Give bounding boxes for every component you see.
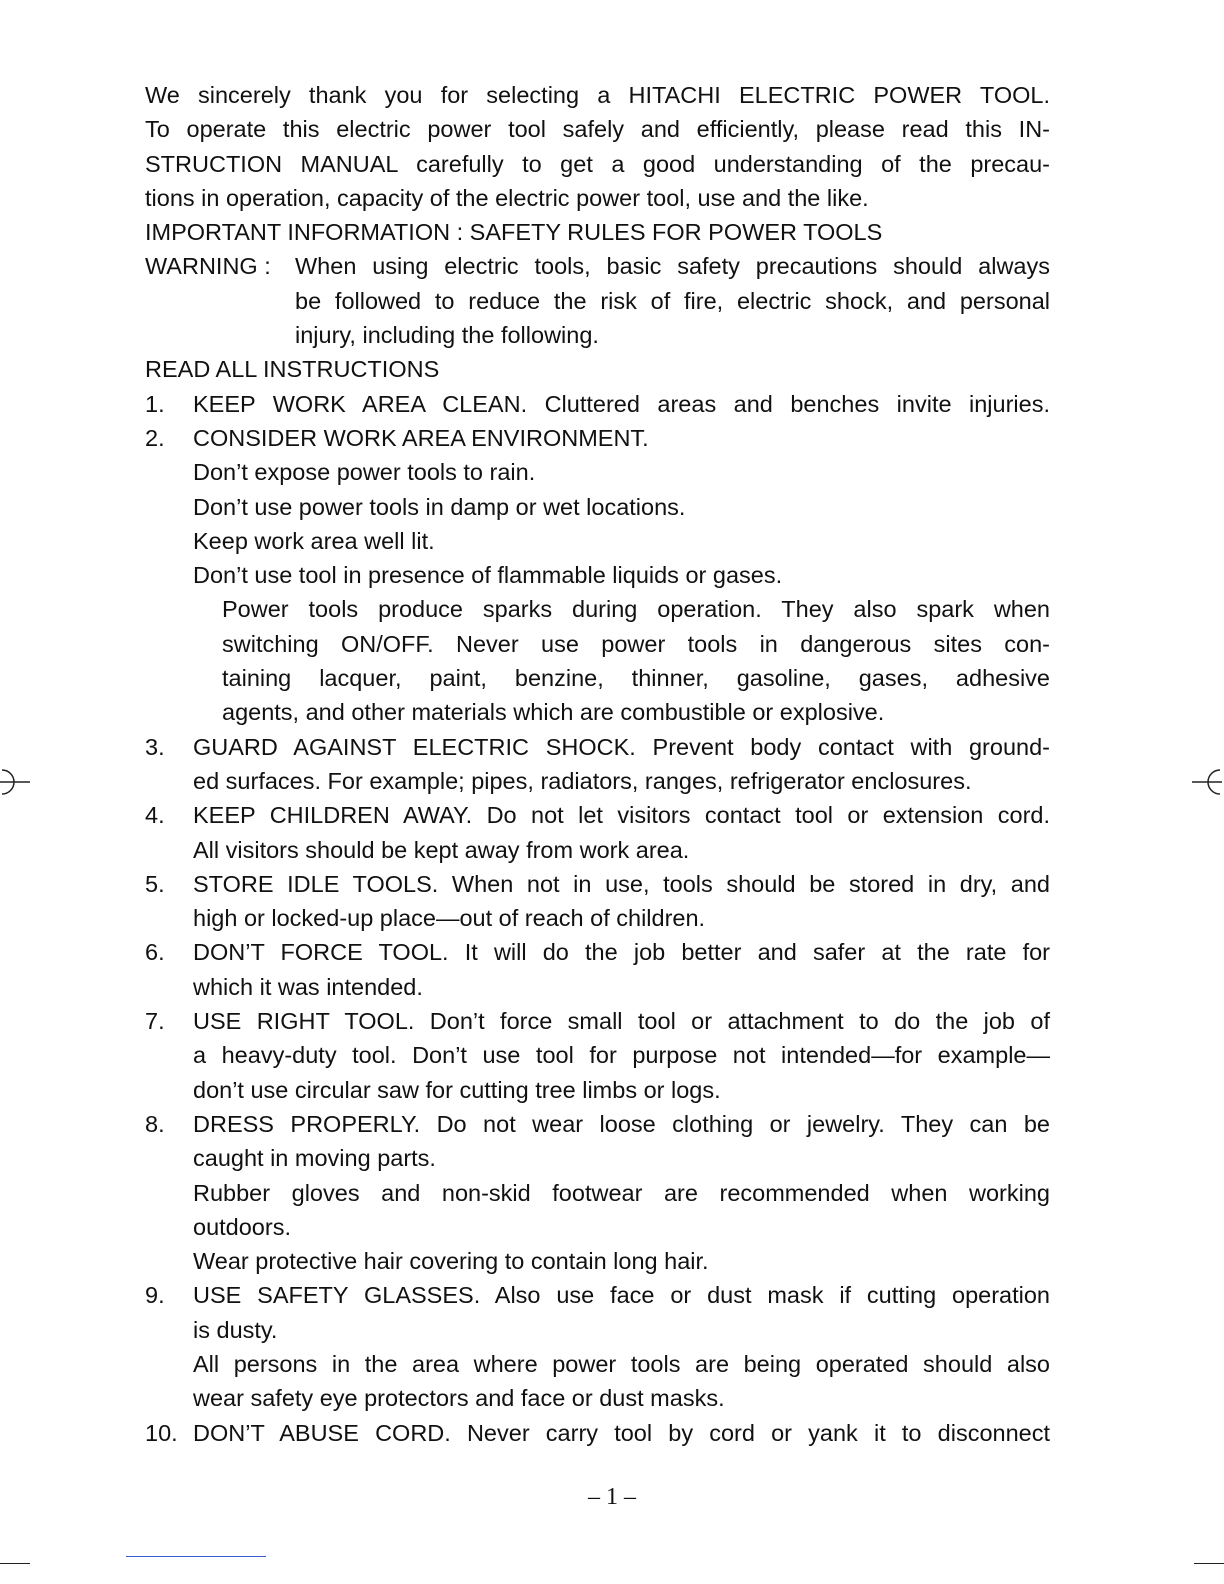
item-line: DON’T ABUSE CORD. Never carry tool by cord or yank it to disconnect <box>193 1419 1050 1446</box>
item-number: 4. <box>145 802 165 829</box>
item-line: DON’T FORCE TOOL. It will do the job better and safer at the rate for <box>193 939 1050 966</box>
important-heading: IMPORTANT INFORMATION : SAFETY RULES FOR POWER TOOLS <box>145 219 883 246</box>
item-line: is dusty. <box>193 1316 278 1343</box>
flammable-note <box>145 592 1050 729</box>
item-line: ed surfaces. For example; pipes, radiators, ranges, refrigerator enclosures. <box>193 767 972 794</box>
note-line: switching ON/OFF. Never use power tools in dangerous sites con- <box>222 630 1050 657</box>
item-line: KEEP WORK AREA CLEAN. Cluttered areas and benches invite injuries. <box>193 390 1050 417</box>
item-line: DRESS PROPERLY. Do not wear loose clothing or jewelry. They can be <box>193 1110 1050 1137</box>
rule-item-4 <box>145 798 1050 867</box>
warning-line: be followed to reduce the risk of fire, electric shock, and personal <box>295 287 1050 314</box>
page-content <box>145 78 1050 1450</box>
item-line: Wear protective hair covering to contain long hair. <box>193 1248 709 1275</box>
item-line: Don’t use power tools in damp or wet locations. <box>193 493 686 520</box>
rule-item-9 <box>145 1278 1050 1415</box>
item-line: don’t use circular saw for cutting tree limbs or logs. <box>193 1076 721 1103</box>
item-line: STORE IDLE TOOLS. When not in use, tools should be stored in dry, and <box>193 870 1050 897</box>
warning-block <box>145 249 1050 352</box>
item-line: Keep work area well lit. <box>193 527 435 554</box>
warning-line: When using electric tools, basic safety precautions should always <box>295 253 1050 280</box>
item-number: 2. <box>145 424 165 451</box>
note-line: Power tools produce sparks during operation. They also spark when <box>222 596 1050 623</box>
item-number: 10. <box>145 1419 178 1446</box>
item-number: 3. <box>145 733 165 760</box>
intro-line: STRUCTION MANUAL carefully to get a good understanding of the precau- <box>145 150 1050 177</box>
note-line: taining lacquer, paint, benzine, thinner, gasoline, gases, adhesive <box>222 665 1050 692</box>
rule-item-5 <box>145 867 1050 936</box>
warning-line: injury, including the following. <box>295 322 599 349</box>
item-line: wear safety eye protectors and face or dust masks. <box>193 1385 725 1412</box>
item-line: Don’t expose power tools to rain. <box>193 459 536 486</box>
intro-line: tions in operation, capacity of the electric power tool, use and the like. <box>145 184 869 211</box>
item-line: Rubber gloves and non-skid footwear are recommended when working <box>193 1179 1050 1206</box>
item-line: All visitors should be kept away from work area. <box>193 836 690 863</box>
item-line: outdoors. <box>193 1213 291 1240</box>
item-line: KEEP CHILDREN AWAY. Do not let visitors contact tool or extension cord. <box>193 802 1050 829</box>
rule-item-2 <box>145 421 1050 592</box>
rule-item-1 <box>145 387 1050 421</box>
crop-mark-left <box>0 1563 30 1564</box>
registration-mark-left-icon <box>0 767 30 797</box>
bottom-rule <box>126 1556 266 1557</box>
rule-item-8 <box>145 1107 1050 1278</box>
registration-mark-right-icon <box>1192 767 1222 797</box>
item-number: 9. <box>145 1282 165 1309</box>
item-number: 6. <box>145 939 165 966</box>
intro-paragraph <box>145 78 1050 215</box>
item-line: All persons in the area where power tools are being operated should also <box>193 1350 1050 1377</box>
rule-item-3 <box>145 730 1050 799</box>
rule-item-10 <box>145 1416 1050 1450</box>
item-number: 5. <box>145 870 165 897</box>
intro-line: To operate this electric power tool safely and efficiently, please read this IN- <box>145 116 1050 143</box>
item-line: Don’t use tool in presence of flammable liquids or gases. <box>193 562 783 589</box>
item-line: USE SAFETY GLASSES. Also use face or dust mask if cutting operation <box>193 1282 1050 1309</box>
intro-line: We sincerely thank you for selecting a HITACHI ELECTRIC POWER TOOL. <box>145 82 1050 108</box>
item-line: USE RIGHT TOOL. Don’t force small tool or attachment to do the job of <box>193 1008 1050 1035</box>
crop-mark-right <box>1194 1563 1224 1564</box>
item-line: which it was intended. <box>193 973 423 1000</box>
item-line: high or locked-up place—out of reach of children. <box>193 905 706 932</box>
item-line: caught in moving parts. <box>193 1145 436 1172</box>
rule-item-6 <box>145 935 1050 1004</box>
note-line: agents, and other materials which are combustible or explosive. <box>222 699 885 726</box>
item-number: 8. <box>145 1110 165 1137</box>
item-number: 1. <box>145 390 165 417</box>
page-number: – 1 – <box>588 1484 636 1510</box>
item-number: 7. <box>145 1008 165 1035</box>
rule-item-7 <box>145 1004 1050 1107</box>
read-all-heading: READ ALL INSTRUCTIONS <box>145 356 440 383</box>
warning-label: WARNING : <box>145 253 271 280</box>
item-line: GUARD AGAINST ELECTRIC SHOCK. Prevent body contact with ground- <box>193 733 1050 760</box>
item-line: a heavy-duty tool. Don’t use tool for purpose not intended—for example— <box>193 1042 1050 1069</box>
item-line: CONSIDER WORK AREA ENVIRONMENT. <box>193 424 649 451</box>
